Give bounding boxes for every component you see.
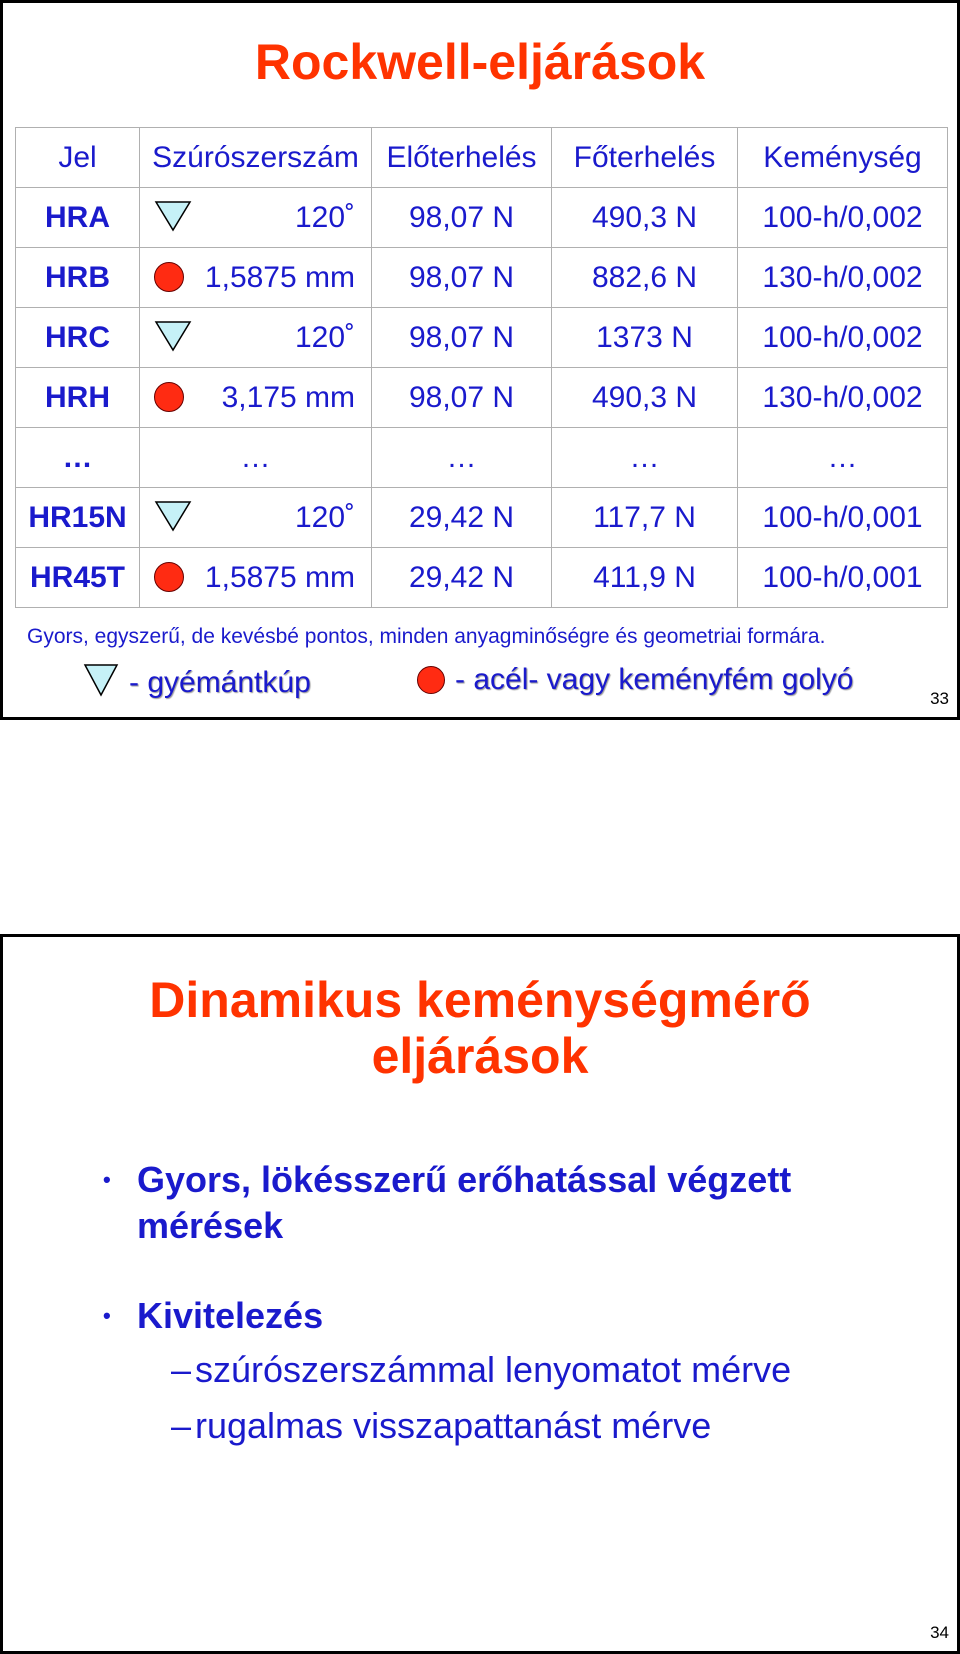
cone-icon <box>83 663 119 702</box>
row-mainload: … <box>552 428 738 488</box>
header-eloterheles: Előterhelés <box>372 128 552 188</box>
row-hardness: 130-h/0,002 <box>738 248 948 308</box>
page-number: 34 <box>930 1623 949 1642</box>
row-preload: 98,07 N <box>372 368 552 428</box>
cone-icon <box>154 200 192 240</box>
row-hardness: 100-h/0,002 <box>738 308 948 368</box>
page-number: 33 <box>930 689 949 708</box>
sub-bullet-item <box>99 1347 919 1393</box>
table-row-ellipsis <box>16 428 948 488</box>
bullet-item <box>99 1157 919 1249</box>
header-szuroszerszam: Szúrószerszám <box>140 128 372 188</box>
slide-title <box>3 972 957 1084</box>
bullet-dot-icon: • <box>103 1167 111 1192</box>
row-symbol: HR15N <box>16 488 140 548</box>
table-row <box>16 488 948 548</box>
table-row <box>16 368 948 428</box>
row-symbol: HRH <box>16 368 140 428</box>
row-tool <box>140 368 372 428</box>
row-preload: 98,07 N <box>372 248 552 308</box>
row-symbol: HRC <box>16 308 140 368</box>
tool-value: 1,5875 mm <box>204 260 355 294</box>
legend-cone <box>83 663 311 702</box>
table-row <box>16 308 948 368</box>
ball-icon <box>154 560 184 600</box>
tool-value: 120˚ <box>294 500 355 534</box>
table-header-row <box>16 128 948 188</box>
legend-ball-label: - acél- vagy keményfém golyó <box>455 663 854 696</box>
tool-value: 3,175 mm <box>221 380 355 414</box>
row-tool <box>140 308 372 368</box>
row-tool: … <box>140 428 372 488</box>
ball-icon <box>417 666 445 694</box>
table-note: Gyors, egyszerű, de kevésbé pontos, minden anyagminőségre és geometriai formára. <box>27 625 826 648</box>
header-foterheles: Főterhelés <box>552 128 738 188</box>
bullet-item <box>99 1293 919 1339</box>
table-row <box>16 248 948 308</box>
row-tool <box>140 488 372 548</box>
slide-title-line-1: Dinamikus keménységmérő <box>149 972 811 1028</box>
row-hardness: 100-h/0,001 <box>738 488 948 548</box>
row-tool <box>140 188 372 248</box>
bullet-list <box>99 1157 919 1449</box>
row-preload: 29,42 N <box>372 548 552 608</box>
slide-title-line-2: eljárások <box>371 1028 589 1084</box>
legend-ball <box>417 663 854 697</box>
row-tool <box>140 248 372 308</box>
bullet-dot-icon: • <box>103 1303 111 1328</box>
slide-title: Rockwell-eljárások <box>254 34 706 90</box>
slide-34 <box>0 934 960 1654</box>
tool-value: 120˚ <box>294 200 355 234</box>
row-mainload: 1373 N <box>552 308 738 368</box>
row-mainload: 882,6 N <box>552 248 738 308</box>
row-symbol: HRA <box>16 188 140 248</box>
row-mainload: 490,3 N <box>552 188 738 248</box>
dash-icon: – <box>171 1405 192 1446</box>
cone-icon <box>154 320 192 360</box>
cone-icon <box>154 500 192 540</box>
sub-bullet-text: rugalmas visszapattanást mérve <box>195 1405 712 1446</box>
tool-value: 120˚ <box>294 320 355 354</box>
row-mainload: 490,3 N <box>552 368 738 428</box>
row-hardness: 100-h/0,001 <box>738 548 948 608</box>
sub-bullet-text: szúrószerszámmal lenyomatot mérve <box>195 1349 792 1390</box>
legend-cone-label: - gyémántkúp <box>129 665 311 699</box>
header-jel: Jel <box>16 128 140 188</box>
row-symbol: HR45T <box>16 548 140 608</box>
row-preload: 98,07 N <box>372 188 552 248</box>
row-tool <box>140 548 372 608</box>
table-row <box>16 188 948 248</box>
row-hardness: 130-h/0,002 <box>738 368 948 428</box>
ball-icon <box>154 380 184 420</box>
bullet-text: Gyors, lökésszerű erőhatással végzett mérések <box>137 1159 792 1246</box>
table-row <box>16 548 948 608</box>
row-preload: … <box>372 428 552 488</box>
dash-icon: – <box>171 1349 192 1390</box>
bullet-text: Kivitelezés <box>137 1295 324 1336</box>
tool-value: 1,5875 mm <box>204 560 355 594</box>
row-mainload: 117,7 N <box>552 488 738 548</box>
row-hardness: 100-h/0,002 <box>738 188 948 248</box>
row-hardness: … <box>738 428 948 488</box>
sub-bullet-item <box>99 1403 919 1449</box>
row-preload: 98,07 N <box>372 308 552 368</box>
ball-icon <box>154 260 184 300</box>
rockwell-table <box>15 127 948 608</box>
row-symbol: HRB <box>16 248 140 308</box>
row-preload: 29,42 N <box>372 488 552 548</box>
row-symbol: … <box>16 428 140 488</box>
row-mainload: 411,9 N <box>552 548 738 608</box>
header-kemenyseg: Keménység <box>738 128 948 188</box>
slide-33 <box>0 0 960 720</box>
